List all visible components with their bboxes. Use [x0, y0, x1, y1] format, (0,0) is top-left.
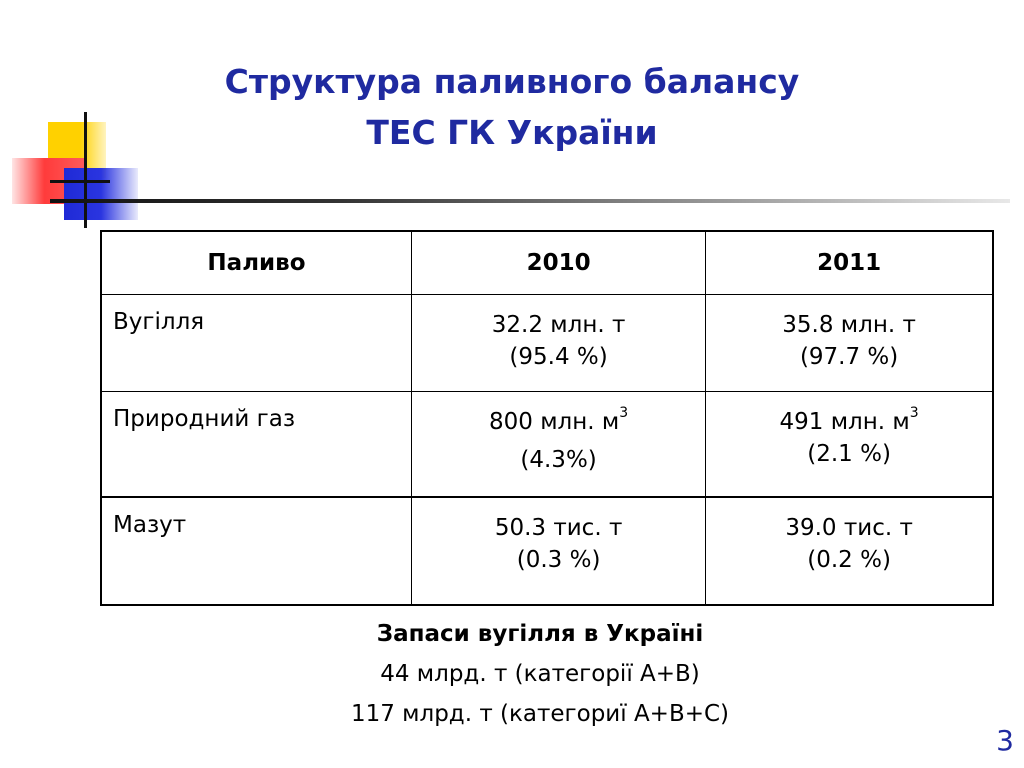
slide-title: [0, 56, 1024, 158]
fuel-name-cell: Мазут: [101, 497, 411, 605]
slide-title-line-1: Структура паливного балансу: [224, 62, 800, 101]
share-text: (4.3%): [520, 447, 597, 473]
table-row-fuel-oil: [101, 497, 993, 605]
share-text: (0.3 %): [516, 547, 601, 573]
header-fuel: Паливо: [101, 231, 411, 295]
decorative-vertical-line: [84, 112, 87, 228]
title-divider-line: [50, 199, 1010, 203]
value-cell-2011: [706, 392, 993, 498]
fuel-name-cell: Природний газ: [101, 392, 411, 498]
decorative-blue-square: [64, 168, 138, 220]
share-text: (97.7 %): [799, 344, 899, 370]
reserves-title: Запаси вугілля в Україні: [376, 621, 704, 647]
value-cell-2011: [706, 497, 993, 605]
share-text: (0.2 %): [807, 547, 891, 573]
share-text: (2.1 %): [807, 441, 891, 467]
amount-line: [412, 406, 705, 438]
amount-text: 32.2 млн. т: [491, 312, 626, 338]
reserves-line-abc: 117 млрд. т (категориї А+В+С): [350, 701, 730, 727]
share-text: (95.4 %): [509, 344, 608, 370]
unit-superscript: 3: [909, 405, 919, 422]
value-cell-2010: [411, 497, 705, 605]
amount-line: [706, 406, 992, 438]
page-number: 3: [996, 724, 1014, 757]
decorative-short-line: [50, 180, 110, 183]
amount-text: 35.8 млн. т: [782, 312, 916, 338]
header-2010: 2010: [411, 231, 705, 295]
value-cell-2010: [411, 392, 705, 498]
fuel-name-cell: Вугілля: [101, 295, 411, 392]
unit-superscript: 3: [619, 405, 629, 422]
value-cell-2010: [411, 295, 705, 392]
amount-text: 39.0 тис. т: [785, 515, 913, 541]
reserves-line-ab: 44 млрд. т (категорії А+В): [380, 661, 700, 687]
slide-title-line-2: ТЕС ГК України: [366, 113, 658, 152]
amount-text: 50.3 тис. т: [494, 515, 623, 541]
coal-reserves-block: [0, 614, 1024, 734]
amount-text: 491 млн. м: [779, 409, 910, 435]
table-row-natural-gas: [101, 392, 993, 498]
amount-text: 800 млн. м: [488, 409, 620, 435]
table-header-row: [101, 231, 993, 295]
fuel-balance-table: [100, 230, 994, 606]
table-row-coal: [101, 295, 993, 392]
value-cell-2011: [706, 295, 993, 392]
header-2011: 2011: [706, 231, 993, 295]
